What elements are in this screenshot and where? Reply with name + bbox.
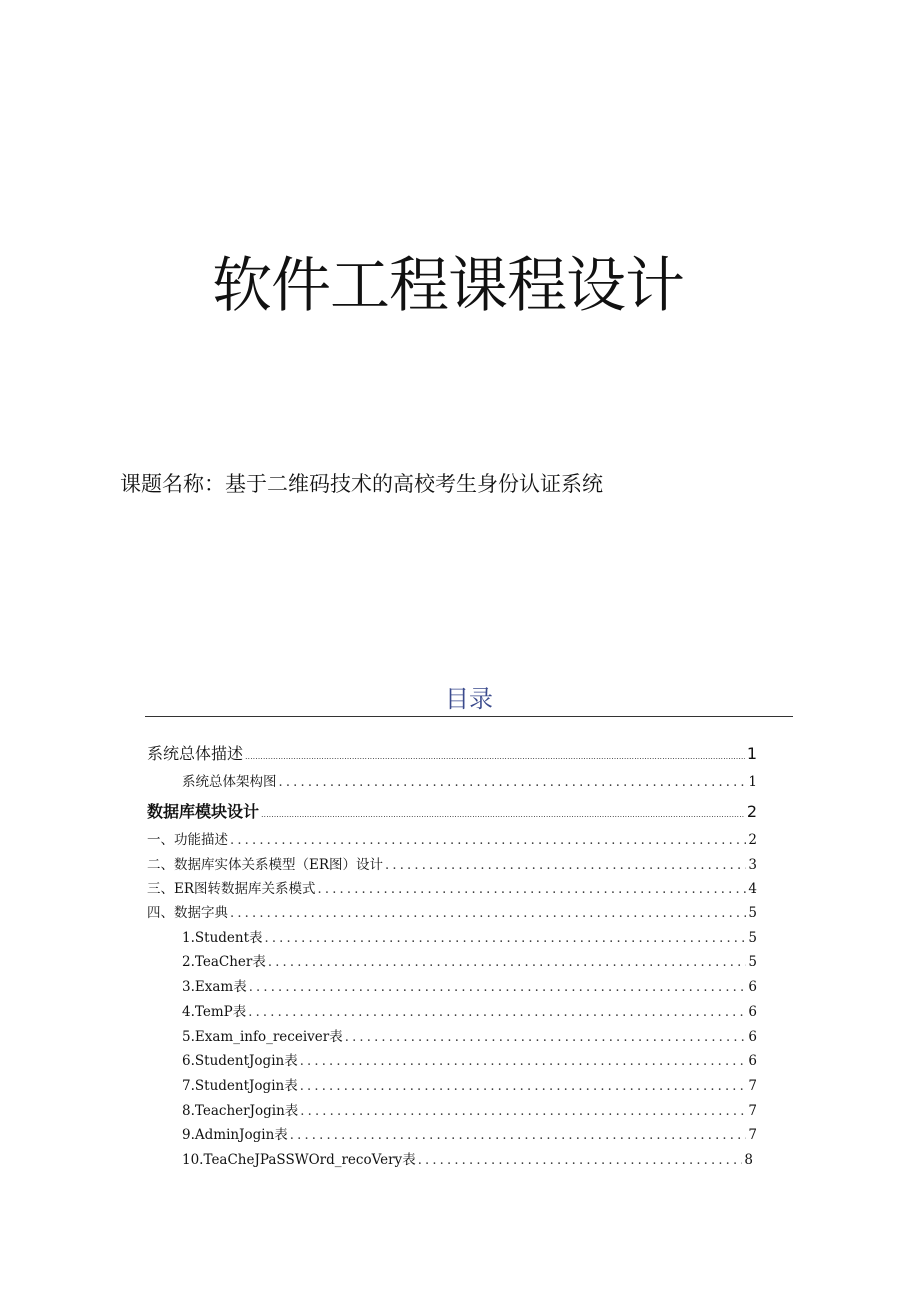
- toc-entry-number: 1.: [182, 930, 195, 946]
- toc-entry-page: 8: [744, 1152, 753, 1168]
- toc-entry[interactable]: [182, 926, 757, 946]
- toc-entry[interactable]: [182, 1000, 757, 1020]
- toc-entry-page: 2: [746, 802, 757, 821]
- toc-entry-label: TeaCher表: [194, 954, 266, 970]
- toc-entry-number: 10.: [182, 1152, 204, 1168]
- toc-entry-label: StudentJogin表: [194, 1053, 298, 1069]
- toc-leader: [385, 858, 746, 873]
- toc-entry[interactable]: [147, 828, 757, 848]
- toc-entry-page: 5: [748, 930, 757, 946]
- toc-entry[interactable]: [182, 770, 757, 790]
- toc-entry-page: 5: [748, 905, 757, 921]
- toc-entry-page: 5: [748, 954, 757, 970]
- toc-entry[interactable]: [182, 1123, 757, 1143]
- toc-entry-number: 三、: [147, 881, 174, 897]
- toc-entry-page: 2: [748, 832, 757, 848]
- toc-entry[interactable]: [147, 741, 757, 764]
- toc-entry-label: 数据字典: [174, 905, 228, 921]
- toc-entry[interactable]: [147, 901, 757, 921]
- toc-entry-page: 1: [746, 744, 757, 763]
- toc-entry-number: 9.: [182, 1127, 195, 1143]
- toc-leader: [265, 931, 747, 946]
- toc-leader: [300, 1104, 746, 1119]
- toc-entry-page: 6: [748, 1004, 757, 1020]
- toc-entry-number: 5.: [182, 1029, 195, 1045]
- toc-entry-number: 一、: [147, 832, 174, 848]
- toc-entry[interactable]: [147, 877, 757, 897]
- toc-entry-label: AdminJogin表: [194, 1127, 288, 1143]
- toc-entry-number: 6.: [182, 1053, 195, 1069]
- toc-leader: [248, 1005, 746, 1020]
- toc-leader: [261, 810, 745, 819]
- toc-leader: [318, 882, 747, 897]
- toc-entry[interactable]: [182, 1049, 757, 1069]
- toc-entry-page: 6: [748, 1053, 757, 1069]
- toc-entry[interactable]: [147, 799, 757, 822]
- toc-entry[interactable]: [182, 975, 757, 995]
- toc-entry-label: TeacherJogin表: [194, 1103, 299, 1119]
- toc-entry-number: 二、: [147, 857, 174, 873]
- toc-entry-number: 四、: [147, 905, 174, 921]
- toc-entry[interactable]: [147, 853, 757, 873]
- toc-entry-page: 7: [748, 1103, 757, 1119]
- toc-entry-page: 3: [748, 857, 757, 873]
- toc-leader: [230, 833, 746, 848]
- toc-entry-page: 6: [748, 1029, 757, 1045]
- toc-entry[interactable]: [182, 950, 757, 970]
- toc-entry-page: 7: [748, 1078, 757, 1094]
- toc-leader: [290, 1128, 747, 1143]
- toc-entry-label: Student表: [194, 930, 263, 946]
- toc-entry-label: ER图转数据库关系模式: [174, 881, 316, 897]
- toc-entry-label: TeaCheJPaSSWOrd_recoVery表: [203, 1152, 416, 1168]
- toc-heading: 目录: [445, 685, 493, 713]
- toc-entry-number: 8.: [182, 1103, 195, 1119]
- document-title: 软件工程课程设计: [212, 251, 684, 321]
- toc-entry-label: 功能描述: [174, 832, 228, 848]
- toc-entry-label: Exam表: [194, 979, 247, 995]
- toc-entry-number: 4.: [182, 1004, 195, 1020]
- toc-entry-label: Exam_info_receiver表: [194, 1029, 343, 1045]
- toc-divider: [145, 716, 793, 717]
- toc-leader: [230, 906, 746, 921]
- toc-leader: [300, 1079, 747, 1094]
- toc-entry-label: 数据库模块设计: [147, 802, 260, 821]
- toc-leader: [268, 955, 747, 970]
- project-subject: [120, 469, 603, 499]
- toc-entry-label: StudentJogin表: [194, 1078, 298, 1094]
- subject-label: 课题名称：: [120, 472, 225, 496]
- toc-leader: [249, 980, 747, 995]
- toc-entry-page: 6: [748, 979, 757, 995]
- toc-leader: [345, 1030, 747, 1045]
- toc-entry-page: 1: [748, 774, 757, 790]
- toc-entry-label: 系统总体描述: [147, 744, 244, 763]
- toc-entry-number: 2.: [182, 954, 195, 970]
- toc-entry-number: 3.: [182, 979, 195, 995]
- toc-entry-label: 数据库实体关系模型（ER图）设计: [174, 857, 384, 873]
- toc-entry[interactable]: [182, 1099, 757, 1119]
- toc-entry[interactable]: [182, 1074, 757, 1094]
- toc-entry[interactable]: [182, 1148, 753, 1168]
- toc-entry[interactable]: [182, 1025, 757, 1045]
- toc-entry-page: 7: [748, 1127, 757, 1143]
- toc-leader: [245, 752, 745, 761]
- toc-leader: [418, 1153, 743, 1168]
- subject-value: 基于二维码技术的高校考生身份认证系统: [225, 472, 603, 496]
- toc-entry-page: 4: [748, 881, 757, 897]
- toc-leader: [279, 775, 747, 790]
- toc-entry-label: TemP表: [194, 1004, 247, 1020]
- toc-entry-number: 7.: [182, 1078, 195, 1094]
- toc-leader: [300, 1054, 747, 1069]
- toc-entry-label: 系统总体架构图: [182, 774, 277, 790]
